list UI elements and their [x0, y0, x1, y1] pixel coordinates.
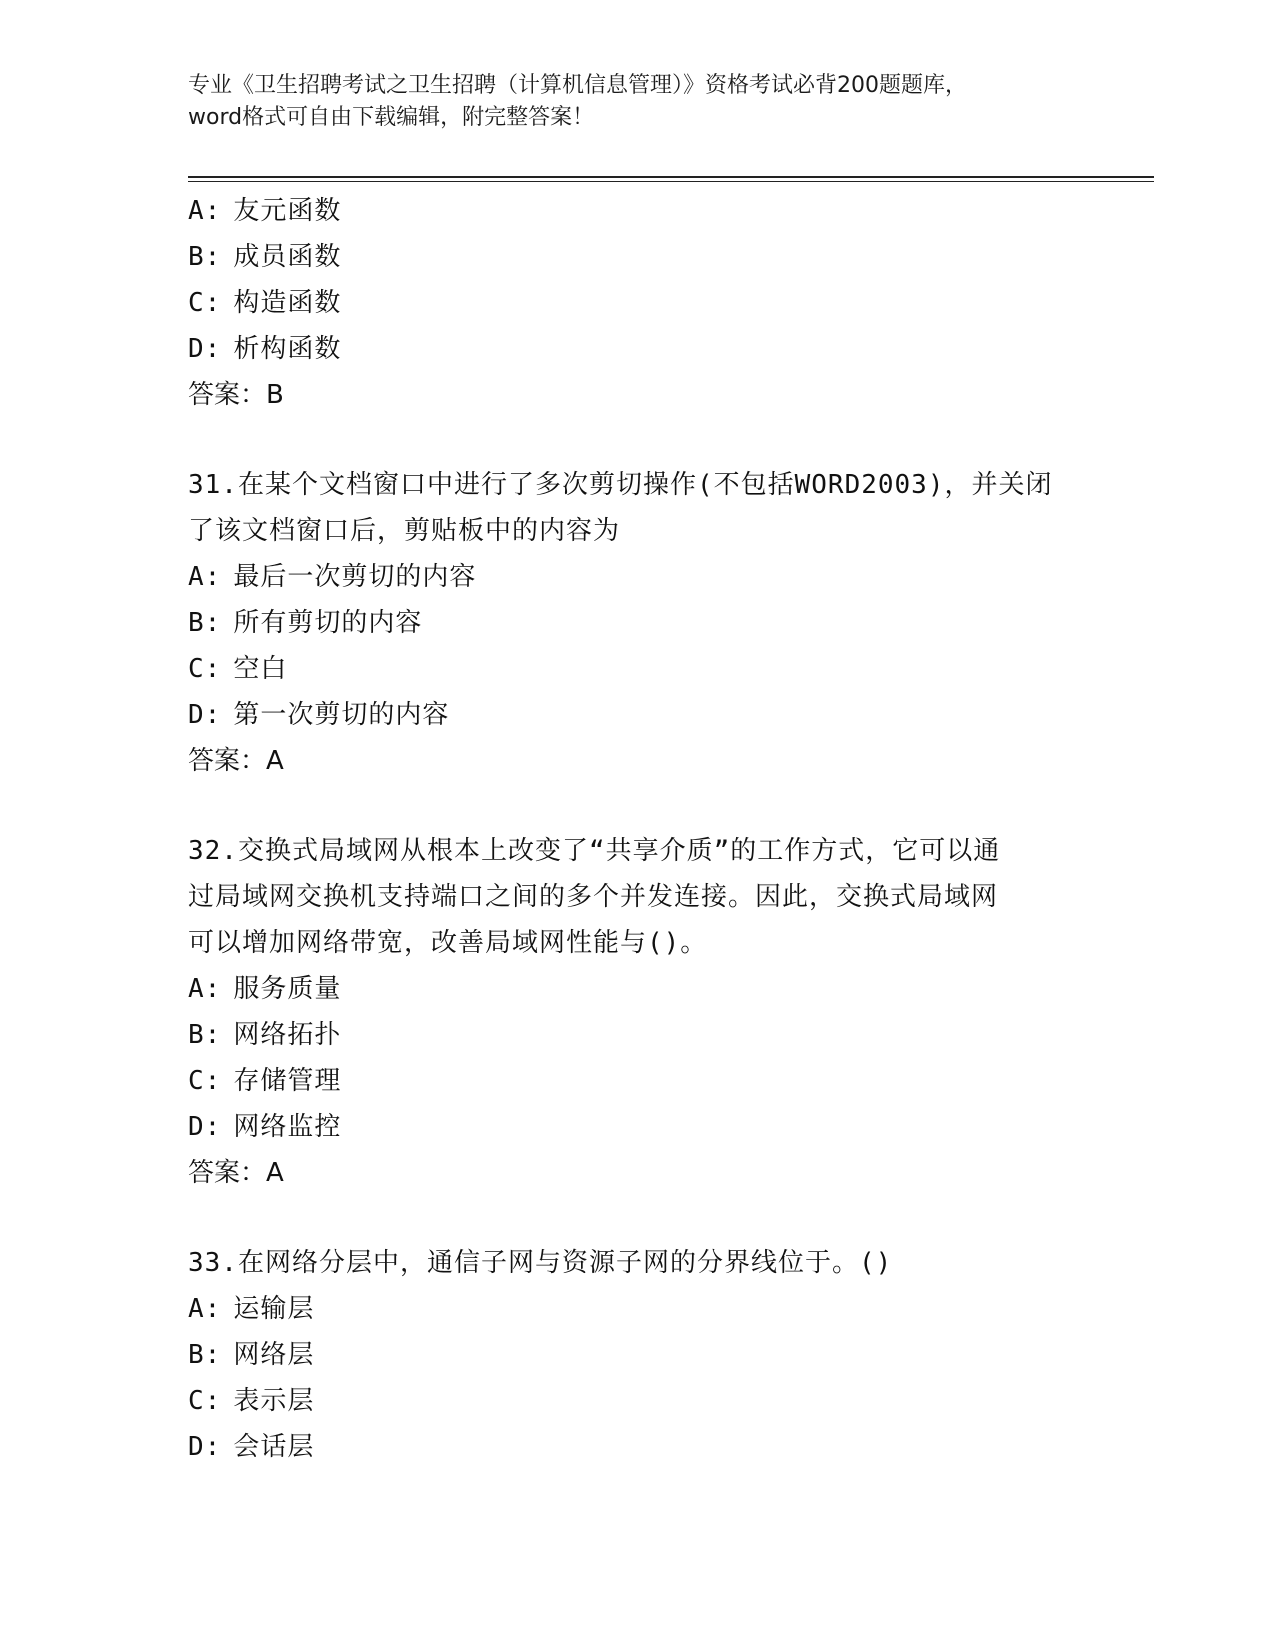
answer-line: 答案：A: [188, 1158, 284, 1188]
question-31: [188, 462, 1088, 784]
question-stem: 33.在网络分层中，通信子网与资源子网的分界线位于。(): [188, 1248, 893, 1278]
question-stem: 了该文档窗口后，剪贴板中的内容为: [188, 516, 621, 546]
option-a: A: 友元函数: [188, 196, 342, 226]
question-33: [188, 1240, 1088, 1470]
option-a: A: 服务质量: [188, 974, 342, 1004]
header-divider-thin: [188, 181, 1154, 182]
option-a: A: 最后一次剪切的内容: [188, 562, 477, 592]
question-list: [188, 188, 1088, 1470]
question-stem: 过局域网交换机支持端口之间的多个并发连接。因此，交换式局域网: [188, 882, 999, 912]
option-d: D: 网络监控: [188, 1112, 342, 1142]
option-b: B: 成员函数: [188, 242, 342, 272]
option-d: D: 析构函数: [188, 334, 342, 364]
question-stem: 32.交换式局域网从根本上改变了“共享介质”的工作方式，它可以通: [188, 836, 1001, 866]
question-stem: 31.在某个文档窗口中进行了多次剪切操作(不包括WORD2003)，并关闭: [188, 470, 1053, 500]
question-stem: 可以增加网络带宽，改善局域网性能与()。: [188, 928, 708, 958]
question-32: [188, 828, 1088, 1196]
option-a: A: 运输层: [188, 1294, 315, 1324]
option-b: B: 所有剪切的内容: [188, 608, 423, 638]
page-header: [188, 70, 1088, 134]
header-title-line-1: 专业《卫生招聘考试之卫生招聘（计算机信息管理）》资格考试必背200题题库，: [188, 73, 967, 98]
answer-line: 答案：A: [188, 746, 284, 776]
option-d: D: 第一次剪切的内容: [188, 700, 450, 730]
header-divider-thick: [188, 176, 1154, 178]
option-b: B: 网络层: [188, 1340, 315, 1370]
option-c: C: 表示层: [188, 1386, 315, 1416]
header-title-line-2: word格式可自由下载编辑，附完整答案！: [188, 105, 595, 130]
option-b: B: 网络拓扑: [188, 1020, 342, 1050]
question-continued: [188, 188, 1088, 418]
option-c: C: 构造函数: [188, 288, 342, 318]
option-c: C: 空白: [188, 654, 288, 684]
option-c: C: 存储管理: [188, 1066, 342, 1096]
answer-line: 答案：B: [188, 380, 284, 410]
option-d: D: 会话层: [188, 1432, 315, 1462]
